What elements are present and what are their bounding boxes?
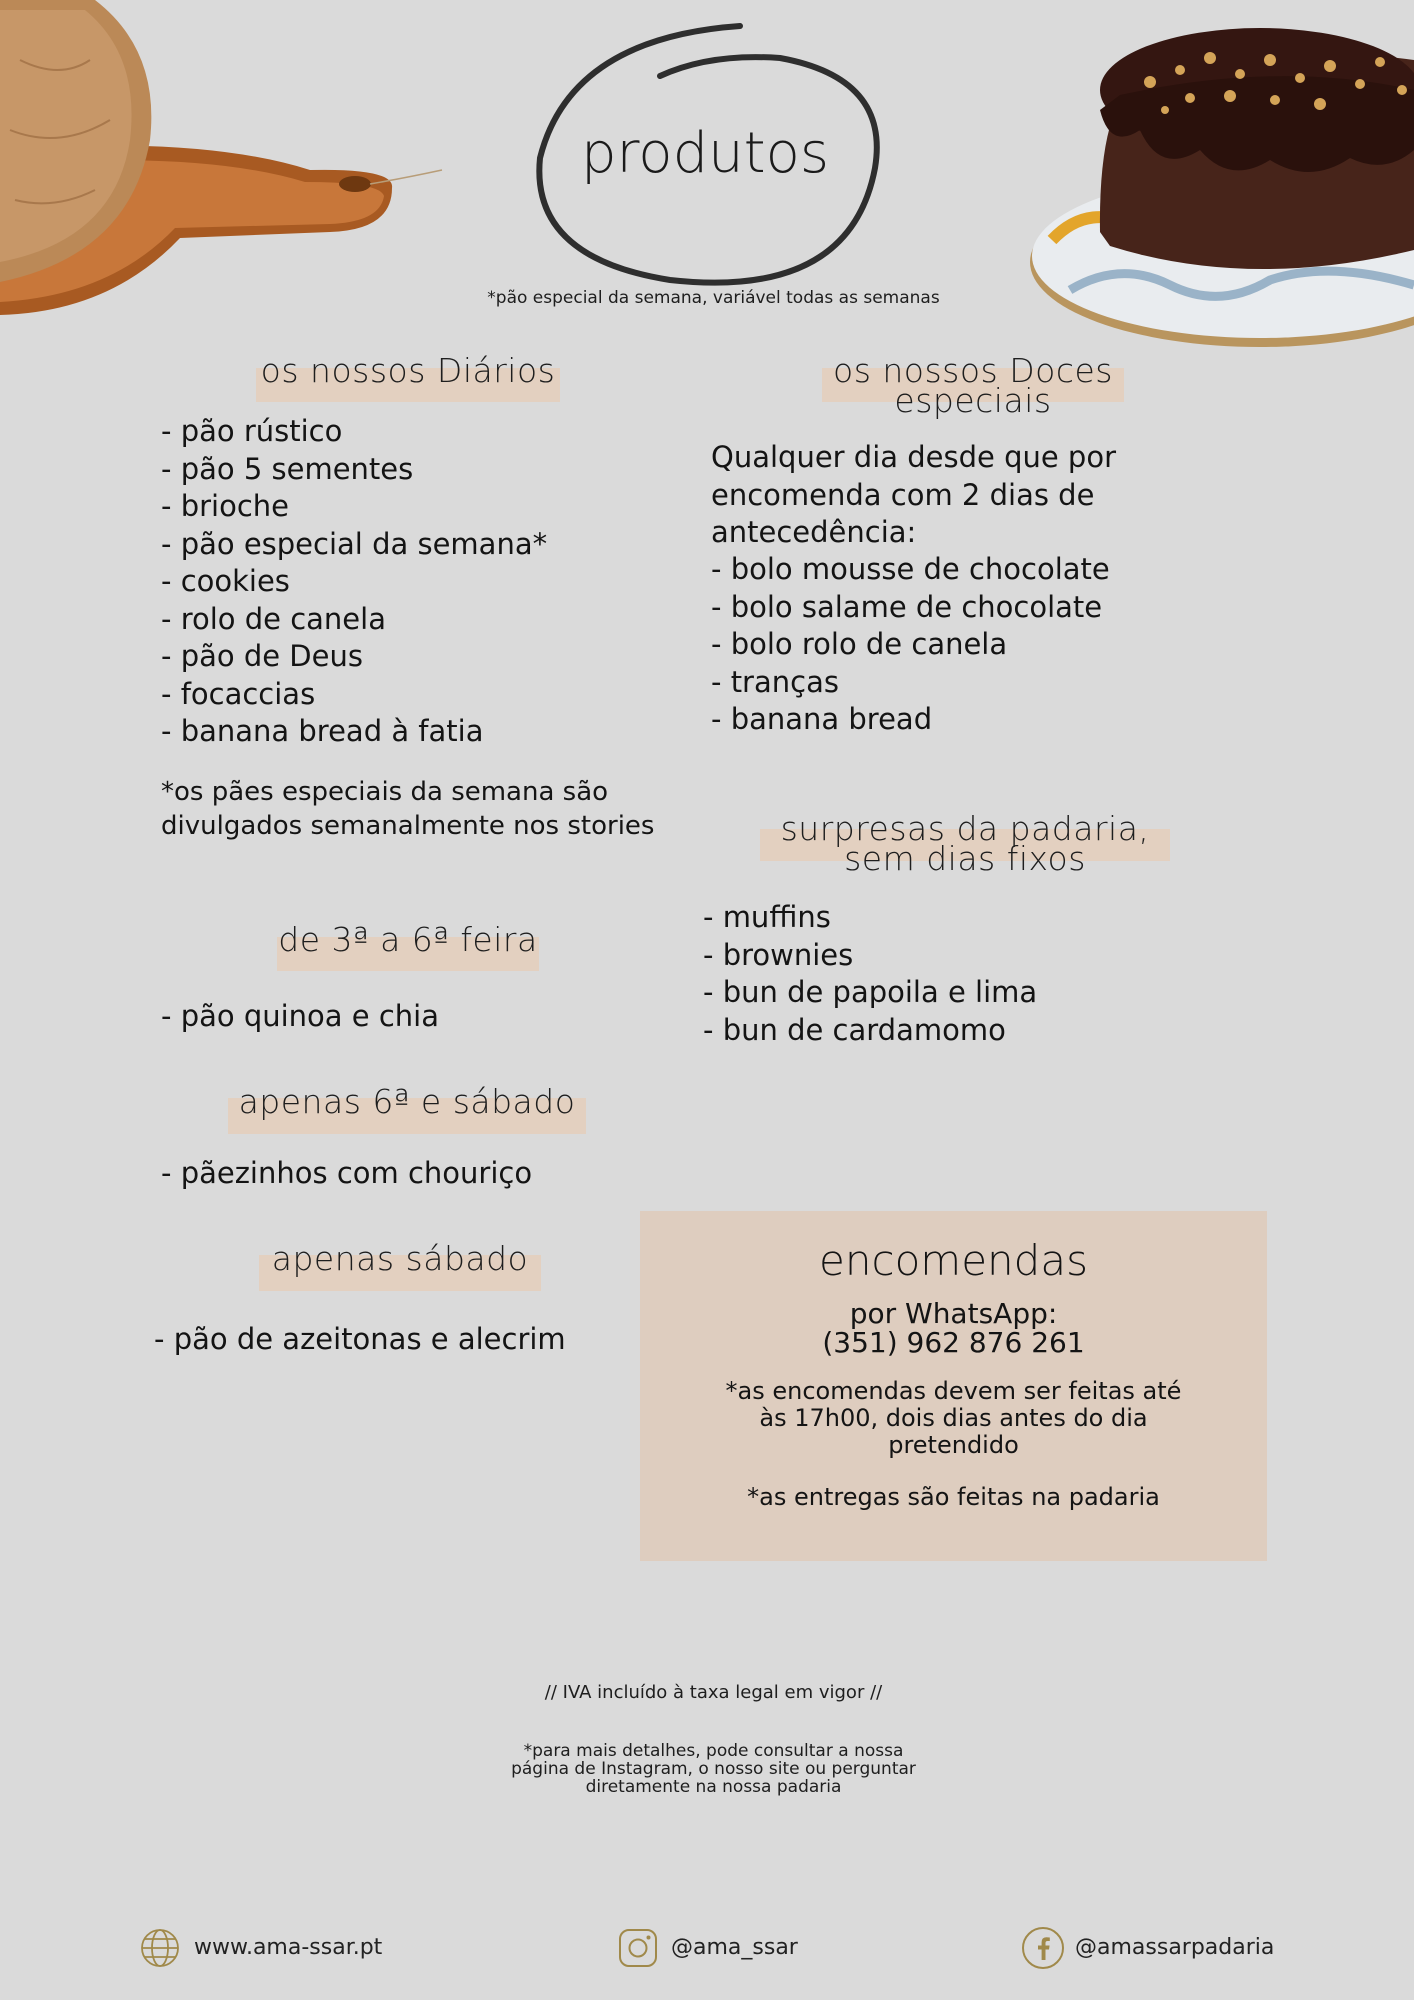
sexta-sabado-list	[161, 1155, 532, 1193]
list-item: - pão 5 sementes	[161, 451, 547, 489]
details-note	[400, 1742, 1027, 1796]
details-note-line: *para mais detalhes, pode consultar a nossa	[523, 1741, 904, 1761]
terca-sexta-list	[161, 998, 439, 1036]
list-item: - pão de Deus	[161, 638, 547, 676]
special-bread-note: *pão especial da semana, variável todas as semanas	[487, 288, 940, 308]
diarios-heading: os nossos Diários	[260, 351, 556, 390]
list-item: - bun de papoila e lima	[703, 974, 1037, 1012]
list-item: - brownies	[703, 937, 1037, 975]
sabado-heading: apenas sábado	[271, 1239, 529, 1278]
surpresas-heading	[745, 809, 1185, 878]
chocolate-cake-image	[1030, 0, 1414, 360]
doces-heading-line: especiais	[894, 381, 1052, 420]
details-note-line: página de Instagram, o nosso site ou perguntar	[511, 1759, 916, 1779]
list-item: - pão de azeitonas e alecrim	[154, 1321, 566, 1359]
surpresas-heading-line: sem dias fixos	[844, 839, 1086, 878]
doces-intro	[711, 439, 1116, 552]
terca-sexta-heading: de 3ª a 6ª feira	[278, 920, 538, 959]
orders-whatsapp-label: por WhatsApp:	[849, 1297, 1058, 1330]
orders-deadline	[640, 1378, 1267, 1459]
diarios-list	[161, 413, 547, 751]
list-item: - pão especial da semana*	[161, 526, 547, 564]
facebook-icon	[1021, 1926, 1065, 1970]
list-item: - banana bread	[711, 701, 1110, 739]
doces-intro-line: encomenda com 2 dias de	[711, 477, 1095, 512]
list-item: - pãezinhos com chouriço	[161, 1155, 532, 1193]
orders-title: encomendas	[819, 1236, 1088, 1285]
diarios-note-line: *os pães especiais da semana são	[161, 777, 609, 807]
iva-note: // IVA incluído à taxa legal em vigor //	[544, 1682, 883, 1703]
list-item: - bolo salame de chocolate	[711, 589, 1110, 627]
diarios-note	[161, 775, 654, 843]
list-item: - tranças	[711, 664, 1110, 702]
details-note-line: diretamente na nossa padaria	[585, 1777, 842, 1797]
list-item: - cookies	[161, 563, 547, 601]
list-item: - bolo mousse de chocolate	[711, 551, 1110, 589]
doces-heading-line: os nossos Doces	[833, 351, 1113, 390]
website-link[interactable]: www.ama-ssar.pt	[194, 1935, 383, 1960]
list-item: - rolo de canela	[161, 601, 547, 639]
list-item: - banana bread à fatia	[161, 713, 547, 751]
doces-intro-line: antecedência:	[711, 515, 917, 549]
bread-board-image	[0, 0, 450, 320]
list-item: - bolo rolo de canela	[711, 626, 1110, 664]
page-title: produtos	[580, 121, 830, 186]
instagram-link[interactable]: @ama_ssar	[671, 1935, 798, 1960]
surpresas-heading-line: surpresas da padaria,	[780, 809, 1150, 848]
orders-deadline-line: às 17h00, dois dias antes do dia	[759, 1404, 1148, 1432]
orders-deadline-line: pretendido	[888, 1431, 1019, 1459]
facebook-link[interactable]: @amassarpadaria	[1075, 1935, 1275, 1960]
orders-deadline-line: *as encomendas devem ser feitas até	[725, 1377, 1182, 1405]
list-item: - brioche	[161, 488, 547, 526]
orders-delivery: *as entregas são feitas na padaria	[747, 1483, 1160, 1511]
surpresas-list	[703, 899, 1037, 1049]
sabado-list	[154, 1321, 566, 1359]
list-item: - muffins	[703, 899, 1037, 937]
sexta-sabado-heading: apenas 6ª e sábado	[238, 1082, 576, 1121]
list-item: - focaccias	[161, 676, 547, 714]
doces-intro-line: Qualquer dia desde que por	[711, 440, 1117, 474]
orders-phone[interactable]: (351) 962 876 261	[822, 1326, 1085, 1359]
instagram-icon	[618, 1928, 658, 1968]
globe-icon	[140, 1928, 180, 1968]
list-item: - pão rústico	[161, 413, 547, 451]
doces-list	[711, 551, 1110, 739]
doces-heading	[773, 351, 1173, 420]
list-item: - pão quinoa e chia	[161, 998, 439, 1036]
list-item: - bun de cardamomo	[703, 1012, 1037, 1050]
orders-box	[640, 1211, 1267, 1561]
diarios-note-line: divulgados semanalmente nos stories	[161, 811, 655, 841]
